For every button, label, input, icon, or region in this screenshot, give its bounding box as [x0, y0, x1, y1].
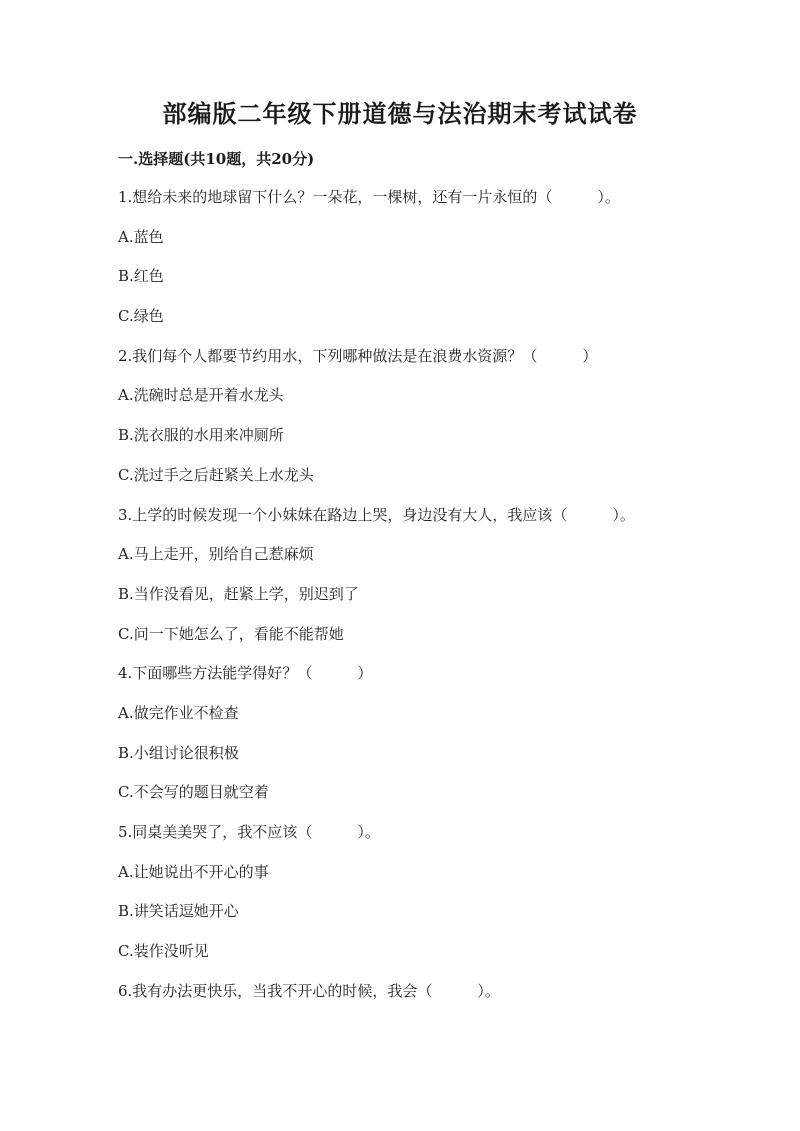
- option-3a: A.马上走开，别给自己惹麻烦: [118, 545, 314, 564]
- option-4a: A.做完作业不检查: [118, 703, 239, 722]
- option-5b: B.讲笑话逗她开心: [118, 902, 239, 921]
- question-stem-4: 4.下面哪些方法能学得好？（ ）: [118, 664, 373, 683]
- question-stem-1: 1.想给未来的地球留下什么？一朵花，一棵树，还有一片永恒的（ ）。: [118, 188, 620, 206]
- question-stem-5: 5.同桌美美哭了，我不应该（ ）。: [118, 823, 380, 841]
- question-stem-6: 6.我有办法更快乐，当我不开心的时候，我会（ ）。: [118, 981, 500, 1000]
- section-heading: 一.选择题(共10题，共20分): [118, 150, 315, 168]
- option-5a: A.让她说出不开心的事: [118, 862, 269, 881]
- option-2a: A.洗碗时总是开着水龙头: [118, 386, 284, 405]
- option-3b: B.当作没看见，赶紧上学，别迟到了: [118, 584, 359, 603]
- option-2b: B.洗衣服的水用来冲厕所: [118, 426, 284, 445]
- option-1a: A.蓝色: [118, 227, 164, 246]
- option-4c: C.不会写的题目就空着: [118, 783, 269, 802]
- option-1b: B.红色: [118, 267, 164, 286]
- option-3c: C.问一下她怎么了，看能不能帮她: [118, 624, 344, 643]
- option-4b: B.小组讨论很积极: [118, 743, 239, 762]
- question-stem-3: 3.上学的时候发现一个小妹妹在路边上哭，身边没有大人，我应该（ ）。: [118, 505, 635, 524]
- option-2c: C.洗过手之后赶紧关上水龙头: [118, 465, 314, 484]
- question-stem-2: 2.我们每个人都要节约用水，下列哪种做法是在浪费水资源？（ ）: [118, 346, 598, 365]
- option-1c: C.绿色: [118, 307, 164, 326]
- option-5c: C.装作没听见: [118, 942, 209, 961]
- exam-title: 部编版二年级下册道德与法治期末考试试卷: [162, 99, 638, 128]
- question-list: [118, 186, 738, 1019]
